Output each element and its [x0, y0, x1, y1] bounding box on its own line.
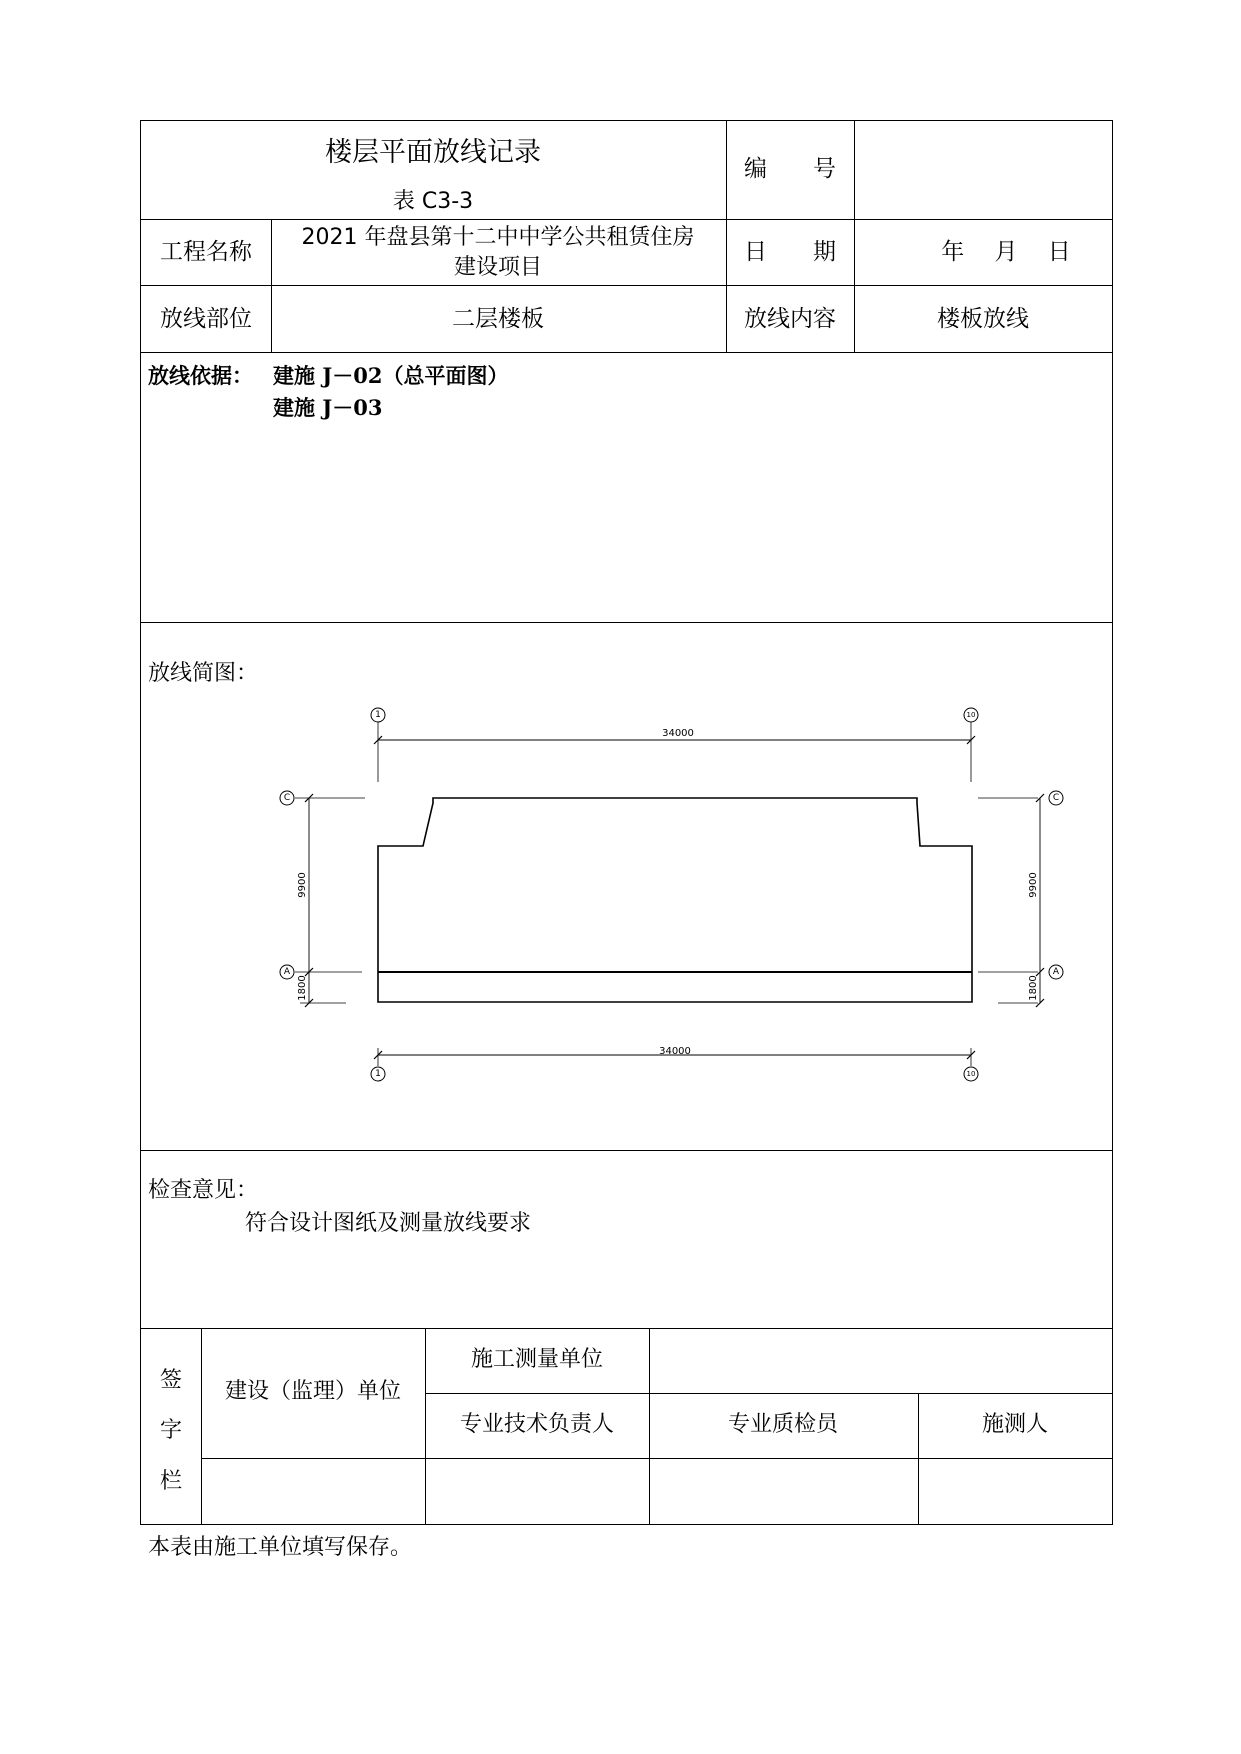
form-code: 表 C3-3 — [392, 189, 474, 214]
owner-unit-label: 建设（监理）单位 — [224, 1379, 402, 1404]
footer-note: 本表由施工单位填写保存。 — [148, 1535, 413, 1560]
dim-text-right: 9900 — [1028, 872, 1039, 898]
qc-inspector-signature-field[interactable] — [651, 1460, 916, 1522]
axis-bubbles — [280, 708, 1063, 1081]
axis-label-a-right: A — [1052, 967, 1060, 977]
axis-label-10-bottom: 10 — [966, 1070, 976, 1078]
surveyor-signature-field[interactable] — [920, 1460, 1110, 1522]
signature-side-label-3: 栏 — [159, 1469, 183, 1494]
basis-line1: 建施 J－02（总平面图） — [273, 363, 509, 388]
axis-label-c-right: C — [1052, 793, 1060, 803]
dim-text-small-right: 1800 — [1028, 975, 1039, 1001]
dim-ticks — [305, 736, 1044, 1059]
content-value: 楼板放线 — [937, 306, 1029, 332]
survey-unit-label: 施工测量单位 — [470, 1347, 604, 1372]
signature-side-label-1: 签 — [159, 1368, 183, 1393]
basis-label: 放线依据： — [148, 363, 253, 388]
qc-inspector-label: 专业质检员 — [727, 1412, 839, 1437]
signature-side-label-2: 字 — [159, 1418, 183, 1443]
part-label: 放线部位 — [160, 306, 252, 332]
number-label: 编 号 — [744, 156, 836, 182]
date-label: 日 期 — [744, 239, 836, 265]
project-name-line1: 2021 年盘县第十二中中学公共租赁住房 — [301, 225, 695, 250]
project-name-label: 工程名称 — [160, 239, 252, 265]
tech-lead-signature-field[interactable] — [427, 1460, 647, 1522]
axis-label-1-bottom: 1 — [375, 1069, 381, 1079]
project-name-line2: 建设项目 — [453, 255, 543, 280]
dim-text-left: 9900 — [297, 872, 308, 898]
axis-label-1-top: 1 — [375, 710, 381, 720]
owner-signature-field[interactable] — [203, 1460, 423, 1522]
dim-text-small-left: 1800 — [297, 975, 308, 1001]
axis-label-c-left: C — [283, 793, 291, 803]
inspection-opinion: 符合设计图纸及测量放线要求 — [245, 1211, 532, 1236]
dim-text-top: 34000 — [662, 728, 694, 739]
dim-text-bottom: 34000 — [659, 1046, 691, 1057]
axis-label-a-left: A — [283, 967, 291, 977]
sketch-label: 放线简图： — [148, 661, 259, 686]
surveyor-label: 施测人 — [981, 1412, 1049, 1437]
axis-label-10-top: 10 — [966, 711, 976, 719]
part-value: 二层楼板 — [452, 306, 544, 332]
basis-line2: 建施 J－03 — [273, 395, 383, 420]
date-value: 年 月 日 — [941, 239, 1071, 265]
tech-lead-label: 专业技术负责人 — [459, 1412, 615, 1437]
form-title: 楼层平面放线记录 — [325, 137, 541, 168]
content-label: 放线内容 — [744, 306, 836, 332]
inspection-label: 检查意见： — [148, 1178, 259, 1203]
